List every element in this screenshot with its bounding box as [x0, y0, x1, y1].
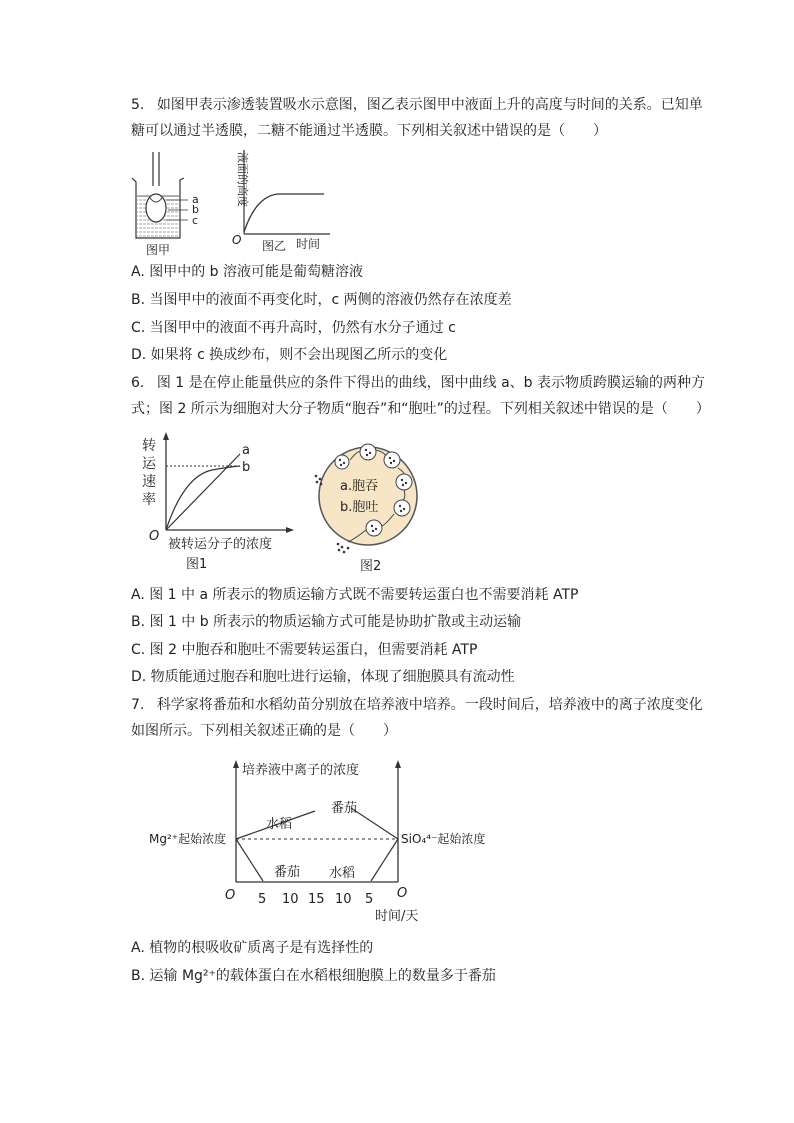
q5-option-d: D. 如果将 c 换成纱布，则不会出现图乙所示的变化 — [131, 347, 448, 363]
q6-f2-label-b: b.胞吐 — [340, 500, 379, 515]
q6-f1-label-b: b — [242, 460, 251, 475]
q6-f1-caption: 图1 — [186, 557, 208, 572]
q7-stem-text1: 科学家将番茄和水稻幼苗分别放在培养液中培养。一段时间后，培养液中的离子浓度变化 — [156, 697, 703, 713]
q6-f1-xlabel: 被转运分子的浓度 — [168, 537, 273, 552]
q6-f1-ylabel-4: 率 — [142, 492, 156, 508]
q6-option-d: D. 物质能通过胞吞和胞吐进行运输，体现了细胞膜具有流动性 — [131, 669, 515, 685]
q6-f1-ylabel-1: 转 — [142, 438, 156, 454]
q6-stem-line1 — [131, 373, 705, 393]
q5-label-a: a — [192, 193, 199, 206]
q7-stem-line1 — [131, 695, 703, 715]
q7-figure — [145, 756, 505, 926]
q7-number: 7. — [131, 697, 145, 713]
q5-figure-yi — [226, 146, 336, 258]
q7-stem-line2: 如图所示。下列相关叙述正确的是（ ） — [131, 723, 397, 739]
q5-option-a: A. 图甲中的 b 溶液可能是葡萄糖溶液 — [131, 264, 364, 280]
q7-label-shuidao-left: 水稻 — [266, 817, 293, 832]
q5-yi-curve — [244, 194, 324, 232]
q7-title: 培养液中离子的浓度 — [242, 763, 360, 778]
q6-figure2 — [306, 432, 426, 574]
q7-tick-3: 15 — [308, 892, 325, 907]
q6-f1-curve-a — [166, 454, 240, 530]
q6-stem-line2: 式；图 2 所示为细胞对大分子物质“胞吞”和“胞吐”的过程。下列相关叙述中错误的是（ ） — [131, 401, 710, 417]
q5-label-c: c — [192, 214, 199, 227]
q7-origin-right: O — [397, 886, 408, 901]
q5-yi-origin: O — [232, 233, 242, 247]
q6-stem-text1: 图 1 是在停止能量供应的条件下得出的曲线，图中曲线 a、b 表示物质跨膜运输的两种方 — [156, 375, 705, 391]
q6-f1-ylabel-3: 速 — [142, 474, 156, 490]
q7-line-fanqie-si — [351, 808, 398, 839]
q5-membrane-bag — [146, 194, 166, 222]
q5-stem-line2: 糖可以通过半透膜，二糖不能通过半透膜。下列相关叙述中错误的是（ ） — [131, 123, 607, 139]
q7-tick-4: 10 — [335, 892, 352, 907]
q6-option-a: A. 图 1 中 a 所表示的物质运输方式既不需要转运蛋白也不需要消耗 ATP — [131, 587, 579, 603]
q7-label-shuidao-right: 水稻 — [329, 866, 356, 881]
q6-f1-origin: O — [149, 529, 160, 544]
q5-stem-text1: 如图甲表示渗透装置吸水示意图，图乙表示图甲中液面上升的高度与时间的关系。已知单 — [156, 97, 703, 113]
q6-f1-ylabel-2: 运 — [142, 456, 156, 472]
q5-yi-ylabel: 液面的高度 — [236, 152, 249, 207]
q7-line-shuidao-si — [371, 839, 398, 881]
q6-option-c: C. 图 2 中胞吞和胞吐不需要转运蛋白，但需要消耗 ATP — [131, 642, 478, 658]
q5-yi-xlabel: 时间 — [296, 237, 321, 251]
q6-f1-label-a: a — [242, 443, 250, 458]
q5-stem-line1 — [131, 95, 703, 115]
q7-label-fanqie-left: 番茄 — [274, 865, 301, 880]
q6-f2-label-a: a.胞吞 — [340, 479, 379, 494]
q5-caption-jia: 图甲 — [146, 243, 171, 257]
q7-option-a: A. 植物的根吸收矿质离子是有选择性的 — [131, 940, 374, 956]
q7-option-b: B. 运输 Mg²⁺的载体蛋白在水稻根细胞膜上的数量多于番茄 — [131, 968, 496, 984]
q5-figure-jia — [128, 150, 208, 258]
q6-figure1 — [138, 432, 298, 572]
q5-option-c: C. 当图甲中的液面不再升高时，仍然有水分子通过 c — [131, 320, 456, 336]
q6-option-b: B. 图 1 中 b 所表示的物质运输方式可能是协助扩散或主动运输 — [131, 614, 522, 630]
q5-number: 5. — [131, 97, 145, 113]
q7-right-label: SiO₄⁴⁻起始浓度 — [401, 832, 486, 846]
q7-left-label: Mg²⁺起始浓度 — [149, 832, 227, 846]
q5-option-b: B. 当图甲中的液面不再变化时，c 两侧的溶液仍然存在浓度差 — [131, 292, 512, 308]
q7-line-fanqie-mg — [236, 839, 263, 881]
q7-tick-5: 5 — [365, 892, 374, 907]
q6-number: 6. — [131, 375, 145, 391]
q7-tick-1: 5 — [258, 892, 267, 907]
q7-origin-left: O — [225, 888, 236, 903]
q6-f1-curve-b — [166, 466, 240, 530]
q6-f2-caption: 图2 — [360, 559, 382, 574]
q7-xlabel: 时间/天 — [375, 909, 419, 924]
q7-label-fanqie-right: 番茄 — [331, 801, 358, 816]
q5-label-b: b — [192, 203, 199, 216]
q5-yi-caption: 图乙 — [262, 239, 287, 253]
q7-tick-2: 10 — [282, 892, 299, 907]
